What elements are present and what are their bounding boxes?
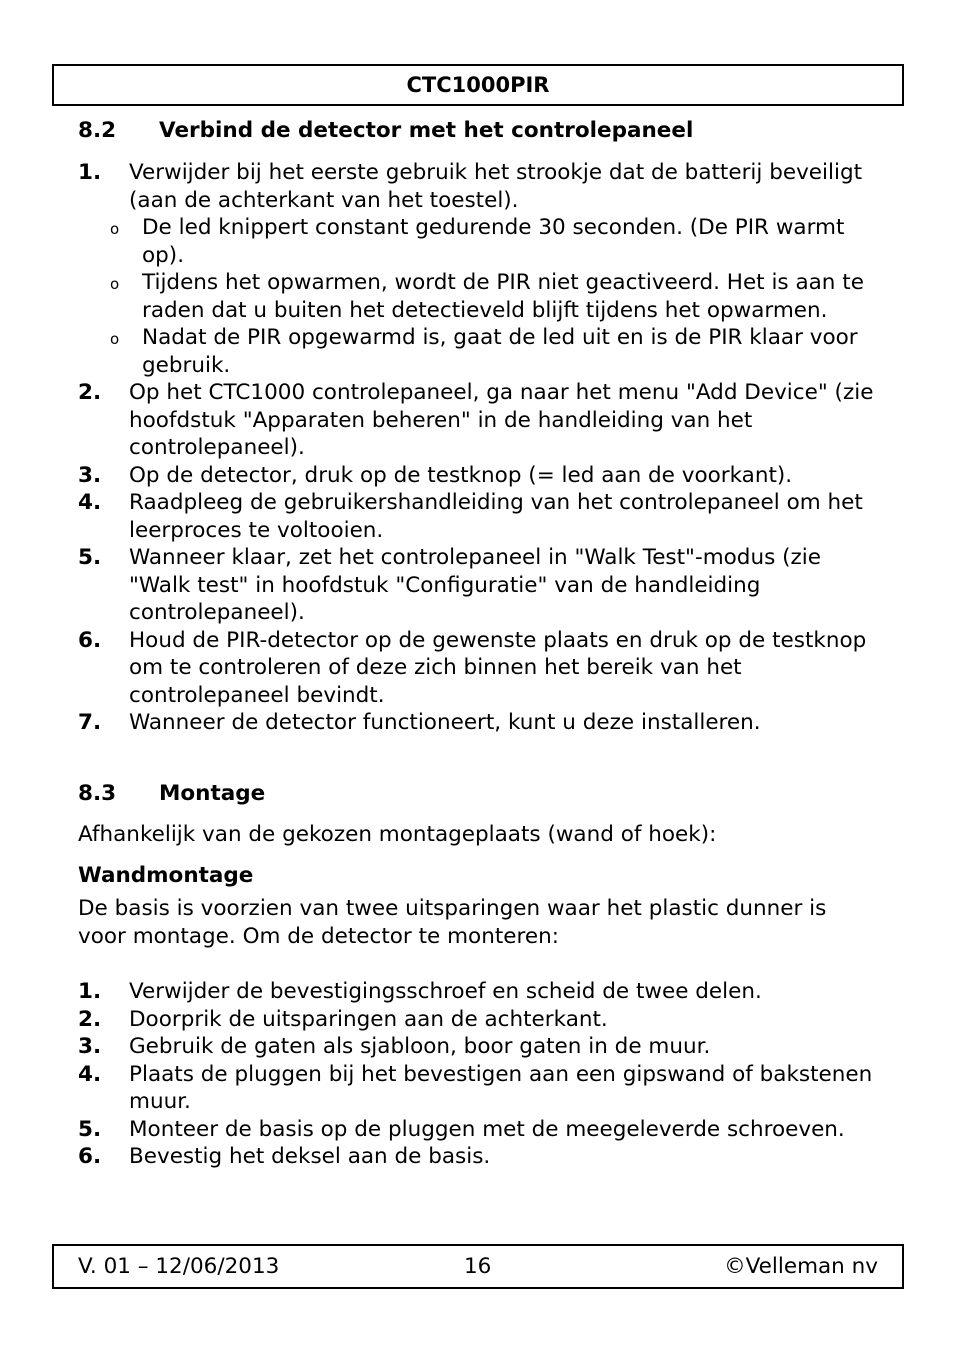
subheading-wandmontage: Wandmontage [78,863,254,888]
section-number: 8.3 [78,781,117,806]
intro-paragraph: Afhankelijk van de gekozen montageplaats (wand of hoek): [78,822,717,847]
step-number: 2. [78,1006,102,1032]
step-number: 5. [78,545,102,570]
step-text: Doorprik de uitsparingen aan de achterkant. [129,1006,608,1032]
step-number: 1. [78,160,102,185]
list-item [78,1143,878,1171]
step-text: Gebruik de gaten als sjabloon, boor gaten in de muur. [129,1034,711,1059]
list-item [78,1006,878,1034]
step-text: Verwijder de bevestigingsschroef en scheid de twee delen. [129,979,762,1004]
step-number: 3. [78,1034,102,1059]
footer-copyright: ©Velleman nv [724,1254,878,1279]
page-footer [52,1244,904,1289]
list-item [78,709,878,737]
footer-version: V. 01 – 12/06/2013 [78,1254,280,1279]
list-item [78,1061,878,1116]
step-text: Wanneer klaar, zet het controlepaneel in "Walk Test"-modus (zie "Walk test" in hoofdstuk "Configuratie" van de handleiding controlepaneel). [129,545,821,625]
list-item [78,379,878,462]
step-number: 7. [78,710,102,735]
footer-page-number: 16 [464,1254,492,1279]
sub-list-item [78,269,878,324]
step-number: 1. [78,979,102,1004]
step-text: Op de detector, druk op de testknop (= led aan de voorkant). [129,462,793,488]
step-text: Verwijder bij het eerste gebruik het strookje dat de batterij beveiligt (aan de achterkant van het toestel). [129,160,863,213]
step-number: 6. [78,627,102,653]
list-item [78,544,878,627]
step-number: 5. [78,1116,102,1142]
substep-text: Tijdens het opwarmen, wordt de PIR niet geactiveerd. Het is aan te raden dat u buiten het detectieveld blijft tijdens het opwarmen. [142,270,864,323]
list-item [78,462,878,490]
substep-text: Nadat de PIR opgewarmd is, gaat de led uit en is de PIR klaar voor gebruik. [142,325,858,378]
section-title: Montage [159,781,266,806]
step-text: Monteer de basis op de pluggen met de meegeleverde schroeven. [129,1116,845,1142]
bullet-marker: o [110,275,120,293]
step-number: 4. [78,490,102,515]
header-title: CTC1000PIR [406,73,550,97]
step-text: Plaats de pluggen bij het bevestigen aan een gipswand of bakstenen muur. [129,1061,873,1114]
step-number: 2. [78,380,102,405]
sub-list-item [78,324,878,379]
section-heading-8-2 [78,118,693,143]
bullet-marker: o [110,220,120,238]
section-number: 8.2 [78,118,117,143]
sub-list-item [78,214,878,269]
substep-text: De led knippert constant gedurende 30 seconden. (De PIR warmt op). [142,215,845,268]
step-text: Wanneer de detector functioneert, kunt u deze installeren. [129,710,761,735]
section-title: Verbind de detector met het controlepaneel [159,118,694,143]
list-item [78,1033,878,1061]
step-number: 3. [78,462,102,488]
step-text: Bevestig het deksel aan de basis. [129,1144,491,1169]
section-heading-8-3 [78,781,265,806]
step-number: 6. [78,1144,102,1169]
step-text: Raadpleeg de gebruikershandleiding van het controlepaneel om het leerproces te voltooien. [129,490,863,543]
page-header [52,64,904,106]
bullet-marker: o [110,330,120,348]
list-item [78,978,878,1006]
list-item [78,159,878,214]
list-item [78,627,878,710]
connect-steps-list [78,159,878,737]
step-text: Op het CTC1000 controlepaneel, ga naar het menu "Add Device" (zie hoofdstuk "Apparaten beheren" in de handleiding van het controlepaneel). [129,380,874,460]
step-number: 4. [78,1061,102,1087]
list-item [78,489,878,544]
list-item [78,1116,878,1144]
mounting-steps-list [78,978,878,1171]
description-paragraph: De basis is voorzien van twee uitsparingen waar het plastic dunner is voor montage. Om de detector te monteren: [78,896,827,949]
step-text: Houd de PIR-detector op de gewenste plaats en druk op de testknop om te controleren of deze zich binnen het bereik van het controlepaneel bevindt. [129,627,867,708]
